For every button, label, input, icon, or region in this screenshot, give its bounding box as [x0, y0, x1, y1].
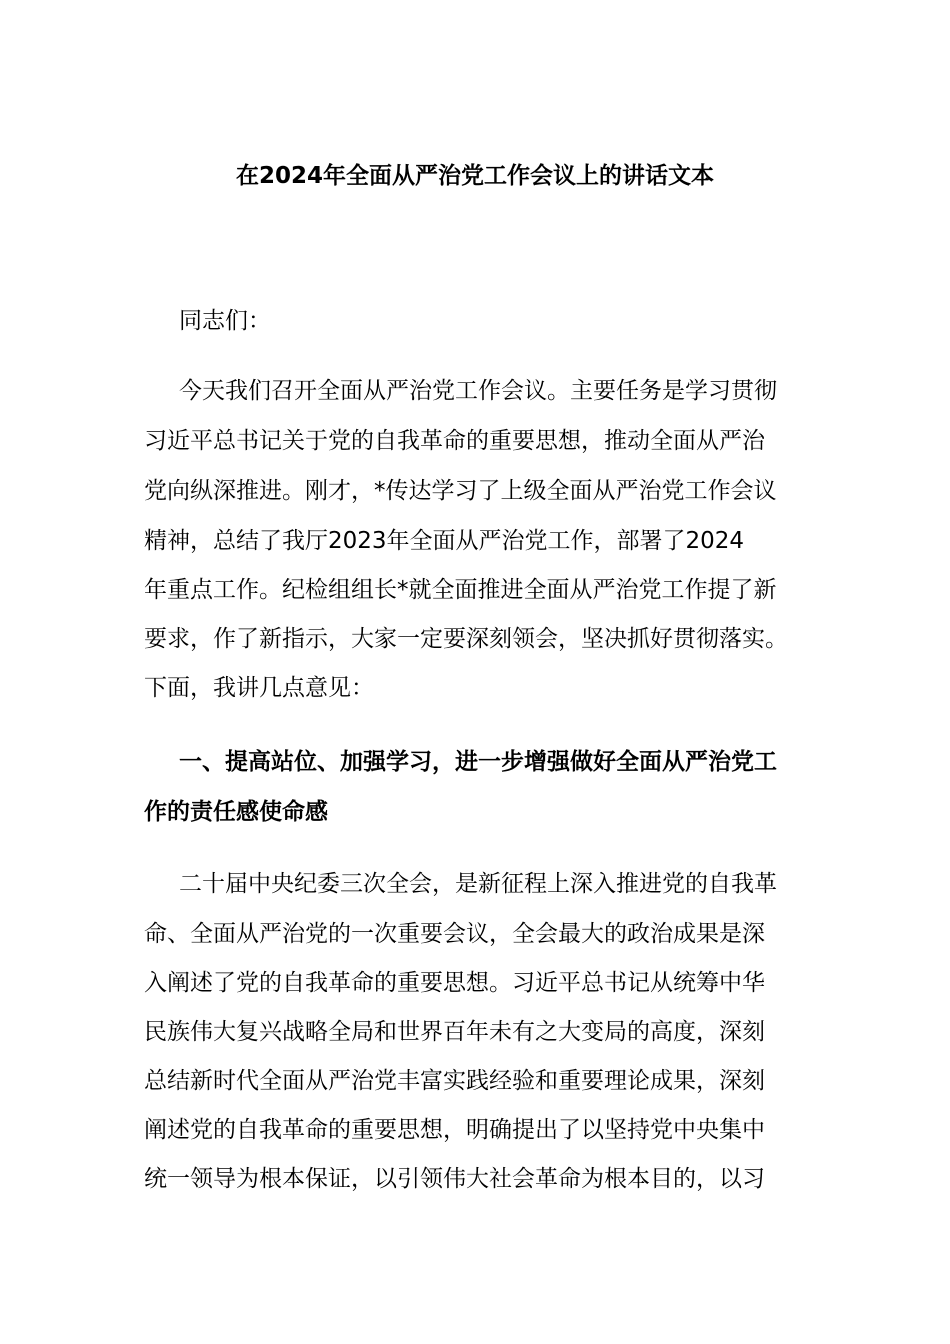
paragraph-line: 总结新时代全面从严治党丰富实践经验和重要理论成果，深刻 — [144, 1068, 765, 1094]
paragraph-line: 党向纵深推进。刚才，*传达学习了上级全面从严治党工作会议 — [144, 478, 777, 504]
paragraph-line: 要求，作了新指示，大家一定要深刻领会，坚决抓好贯彻落实。 — [144, 626, 788, 652]
paragraph-line: 今天我们召开全面从严治党工作会议。主要任务是学习贯彻 — [179, 378, 777, 404]
paragraph-line: 阐述党的自我革命的重要思想，明确提出了以坚持党中央集中 — [144, 1117, 765, 1143]
paragraph-line: 民族伟大复兴战略全局和世界百年未有之大变局的高度，深刻 — [144, 1019, 765, 1045]
document-title: 在2024年全面从严治党工作会议上的讲话文本 — [235, 163, 714, 189]
paragraph-line: 年重点工作。纪检组组长*就全面推进全面从严治党工作提了新 — [144, 577, 777, 603]
paragraph-line: 命、全面从严治党的一次重要会议，全会最大的政治成果是深 — [144, 921, 765, 947]
heading-line: 一、提高站位、加强学习，进一步增强做好全面从严治党工 — [179, 749, 777, 775]
paragraph-line: 二十届中央纪委三次全会，是新征程上深入推进党的自我革 — [179, 871, 777, 897]
paragraph-line: 统一领导为根本保证，以引领伟大社会革命为根本目的，以习 — [144, 1166, 765, 1192]
paragraph-line: 下面，我讲几点意见： — [144, 675, 374, 701]
paragraph-line: 精神，总结了我厅2023年全面从严治党工作，部署了2024 — [144, 528, 745, 554]
paragraph-line: 入阐述了党的自我革命的重要思想。习近平总书记从统筹中华 — [144, 970, 765, 996]
paragraph-line: 习近平总书记关于党的自我革命的重要思想，推动全面从严治 — [144, 428, 765, 454]
heading-line: 作的责任感使命感 — [144, 799, 328, 825]
salutation: 同志们： — [179, 308, 271, 334]
